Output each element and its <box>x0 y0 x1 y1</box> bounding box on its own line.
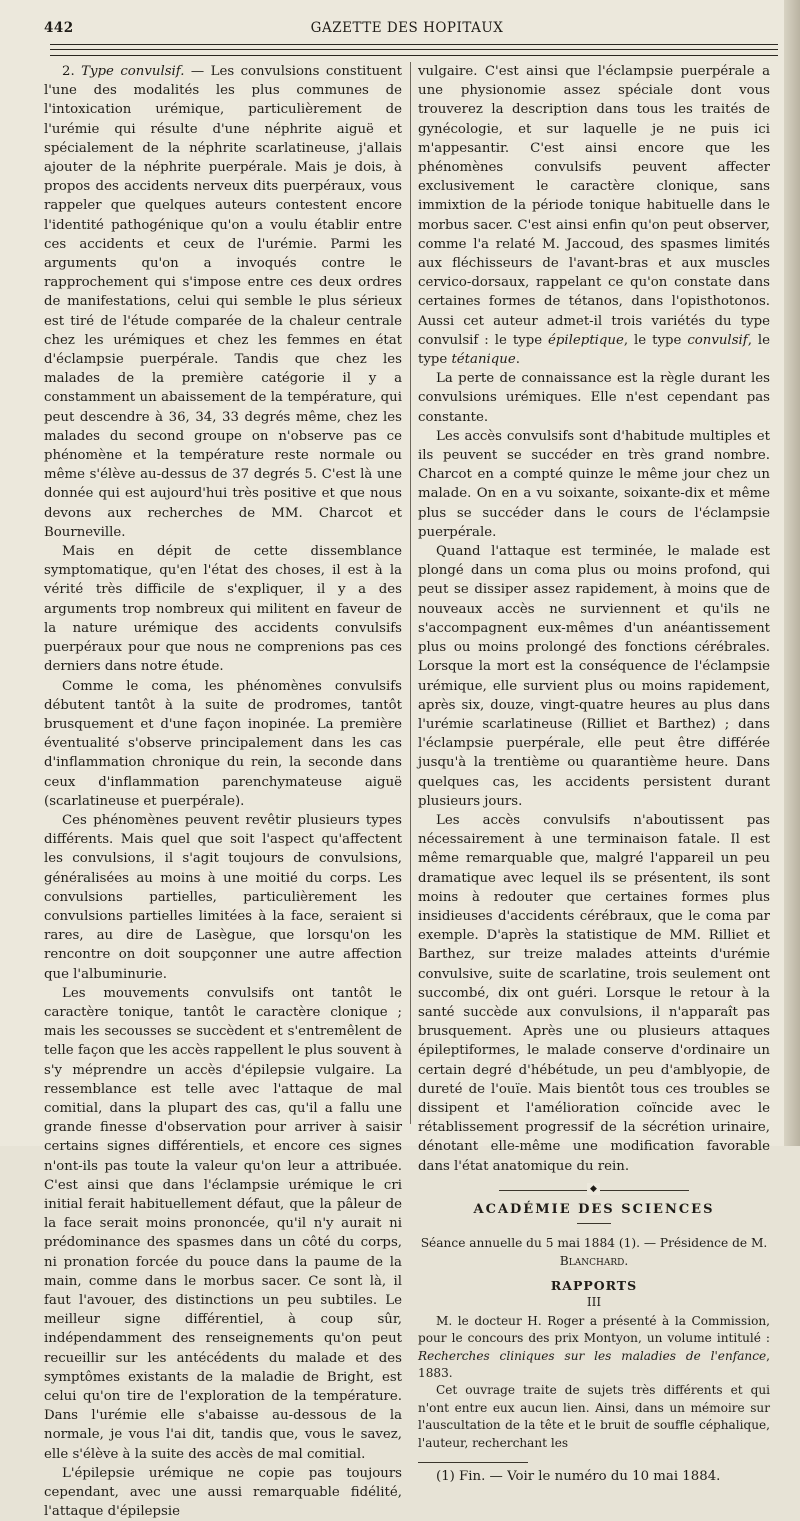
seance-text: . <box>624 1253 629 1268</box>
rapport-number: III <box>586 1294 602 1309</box>
type-number: 2. <box>62 64 82 79</box>
ornament-glyph: ◆ <box>587 1183 600 1195</box>
paragraph: Quand l'attaque est terminée, le malade est plongé dans un coma plus ou moins profond, qui peut se dissiper assez rapidement, à moins que de nouveaux accès ne surviennent et qu'ils ne s'accompagnent eux-mêmes d'un anéantissement plus ou moins prolongé des fonctions cérébrales. Lorsque la mort est la conséquence de l'éclampsie urémique, elle survient plus ou moins rapidement, après six, douze, vingt-quatre heures au plus dans l'urémie scarlatineuse (Rilliet et Barthez) ; dans l'éclampsie puerpérale, elle peut être différée jusqu'à la trentième ou quarantième heure. Dans quelques cas, les accidents persistent durant plusieurs jours. <box>418 544 770 809</box>
section-title: ACADÉMIE DES SCIENCES <box>473 1201 715 1217</box>
journal-title: GAZETTE DES HOPITAUX <box>310 20 504 36</box>
footnote: (1) Fin. — Voir le numéro du 10 mai 1884. <box>436 1469 721 1485</box>
paragraph-text: vulgaire. C'est ainsi que l'éclampsie puerpérale a une physionomie assez spéciale dont vous trouverez la description dans tous les traités de gynécologie, et sur laquelle je ne puis ici m'appesantir. C'est ainsi encore que les phénomènes convulsifs peuvent affecter exclusivement le caractère clonique, sans immixtion de la période tonique habituelle dans le morbus sacer. C'est ainsi enfin qu'on peut observer, comme l'a relaté M. Jaccoud, des spasmes limités aux fléchisseurs de l'avant-bras et aux muscles cervico-dorsaux, rappelant ce qu'on constate dans certaines formes de tétanos, dans l'opisthotonos. Aussi cet auteur admet-il trois variétés du type convulsif : le type <box>418 64 770 348</box>
paragraph <box>418 62 770 369</box>
book-title: Recherches cliniques sur les maladies de l'enfance <box>418 1348 767 1363</box>
paragraph: Les accès convulsifs n'aboutissent pas nécessairement à une terminaison fatale. Il est même remarquable que, malgré l'appareil un peu dramatique avec lequel ils se présentent, ils sont moins à redouter que certaines formes plus insidieuses d'accidents cérébraux, que le coma par exemple. D'après la statistique de MM. Rilliet et Barthez, sur treize malades atteints d'urémie convulsive, suite de scarlatine, trois seulement ont succombé, dix ont guéri. Lorsque le retour à la santé succède aux convulsions, il n'apparaît pas brusquement. Après une ou plusieurs attaques épileptiformes, le malade conserve d'ordinaire un certain degré d'hébétude, un peu d'amblyopie, de dureté de l'ouïe. Mais bientôt tous ces troubles se dissipent et l'amélioration coïncide avec le rétablissement progressif de la sécrétion urinaire, dénotant elle-même une modification favorable dans l'état anatomique du rein. <box>418 812 770 1174</box>
type-convulsif: convulsif <box>687 332 748 348</box>
paragraph-text: . <box>515 352 520 368</box>
president-name: Blanchard <box>559 1253 625 1268</box>
short-rule <box>577 1223 611 1224</box>
paragraph: L'épilepsie urémique ne copie pas toujours cependant, avec une aussi remarquable fidélité, l'attaque d'épilepsie <box>44 1465 402 1520</box>
rapports-heading: RAPPORTS <box>550 1277 638 1293</box>
type-epileptique: épileptique <box>548 332 624 348</box>
footnote-rule <box>418 1462 528 1463</box>
type-heading: Type convulsif. <box>81 64 185 79</box>
paragraph: Les accès convulsifs sont d'habitude multiples et ils peuvent se succéder en très grand nombre. Charcot en a compté quinze le même jour chez un malade. On en a vu soixante, soixante-dix et même plus se succéder dans le cours de l'éclampsie puerpérale. <box>418 428 770 540</box>
page-number: 442 <box>44 20 74 36</box>
header-rule <box>50 55 778 56</box>
paragraph: Les mouvements convulsifs ont tantôt le caractère tonique, tantôt le caractère clonique ; mais les secousses se succèdent et s'entremêlent de telle façon que les accès rappellent le plus souvent à s'y méprendre un accès d'épilepsie vulgaire. La ressemblance est telle avec l'attaque de mal comitial, dans la plupart des cas, qu'il a fallu une grande finesse d'observation pour arriver à saisir certains signes différentiels, et encore ces signes n'ont-ils pas toute la valeur qu'on leur a attribuée. C'est ainsi que dans l'éclampsie urémique le cri initial ferait habituellement défaut, que la pâleur de la face serait moins prononcée, qu'il n'y aurait ni prédominance des spasmes dans un côté du corps, ni pronation forcée du pouce dans la paume de la main, comme dans le morbus sacer. Ce sont là, il faut l'avouer, des distinctions un peu subtiles. Le meilleur signe différentiel, à coup sûr, indépendamment des renseignements qu'on peut recueillir sur les antécédents du malade et des symptômes existants de la maladie de Bright, est celui qu'on tire de l'exploration de la température. Dans l'urémie elle s'abaisse au-dessous de la normale, je vous l'ai dit, tandis que, vous le savez, elle s'élève à la suite des accès de mal comitial. <box>44 985 402 1462</box>
right-column <box>418 62 770 1486</box>
type-tetanique: tétanique <box>451 352 516 368</box>
paragraph-text: , 1883. <box>418 1348 770 1380</box>
running-head <box>36 18 778 40</box>
paragraph <box>418 1313 770 1383</box>
paragraph: Comme le coma, les phénomènes convulsifs débutent tantôt à la suite de prodromes, tantôt brusquement et d'une façon inopinée. La première éventualité s'observe principalement dans les cas d'inflammation chronique du rein, la seconde dans ceux d'inflammation parenchymateuse aiguë (scarlatineuse et puerpérale). <box>44 678 402 809</box>
paragraph: Cet ouvrage traite de sujets très différents et qui n'ont entre eux aucun lien. Ainsi, dans un mémoire sur l'auscultation de la tête et le bruit de souffle céphalique, l'auteur, recherchant les <box>418 1383 770 1450</box>
header-double-rule <box>50 44 778 50</box>
paragraph-text: — Les convulsions constituent l'une des modalités les plus communes de l'intoxication urémique, particulièrement de l'urémie qui résulte d'une néphrite aiguë et spécialement de la néphrite scarlatineuse, j'allais ajouter de la néphrite puerpérale. Mais je dois, à propos des accidents nerveux dits puerpéraux, vous rappeler que quelques auteurs contestent encore l'identité pathogénique qu'on a voulu établir entre ces accidents et ceux de l'urémie. Parmi les arguments qu'on a invoqués contre le rapprochement qui s'impose entre ces deux ordres de manifestations, celui qui semble le plus sérieux est tiré de l'étude comparée de la chaleur centrale chez les urémiques et chez les femmes en état d'éclampsie puerpérale. Tandis que chez les malades de la première catégorie il y a constamment un abaissement de la température, qui peut descendre à 36, 34, 33 degrés même, chez les malades du second groupe on n'observe pas ce phénomène et la température reste normale ou même s'élève au-dessus de 37 degrés 5. C'est là une donnée qui est aujourd'hui très positive et que nous devons aux recherches de MM. Charcot et Bourneville. <box>44 64 402 540</box>
page-edge-shadow <box>784 0 800 1146</box>
paragraph <box>44 62 402 542</box>
paragraph: Ces phénomènes peuvent revêtir plusieurs types différents. Mais quel que soit l'aspect qu'affectent les convulsions, il s'agit toujours de convulsions, généralisées au moins à une moitié du corps. Les convulsions partielles, particulièrement les convulsions partielles limitées à la face, seraient si rares, au dire de Lasègue, que lorsqu'on les rencontre on doit soupçonner une autre affection que l'albuminurie. <box>44 812 402 982</box>
seance-text: Séance annuelle du 5 mai 1884 (1). — Présidence de M. <box>420 1235 768 1250</box>
paragraph-text: M. le docteur H. Roger a présenté à la Commission, pour le concours des prix Montyon, un volume intitulé : <box>418 1313 770 1346</box>
section-ornament <box>499 1183 689 1194</box>
paragraph-text: , le type <box>623 332 688 348</box>
paragraph: Mais en dépit de cette dissemblance symptomatique, qu'en l'état des choses, il est à la vérité très difficile de s'expliquer, il y a des arguments trop nombreux qui militent en faveur de la nature urémique des accidents convulsifs puerpéraux pour que nous ne comprenions pas ces derniers dans notre étude. <box>44 544 402 675</box>
left-column <box>44 62 402 1521</box>
paragraph: La perte de connaissance est la règle durant les convulsions urémiques. Elle n'est cependant pas constante. <box>418 371 770 425</box>
seance-line <box>418 1234 770 1270</box>
column-divider <box>410 62 411 1124</box>
paragraph-text: , le type <box>418 332 771 368</box>
